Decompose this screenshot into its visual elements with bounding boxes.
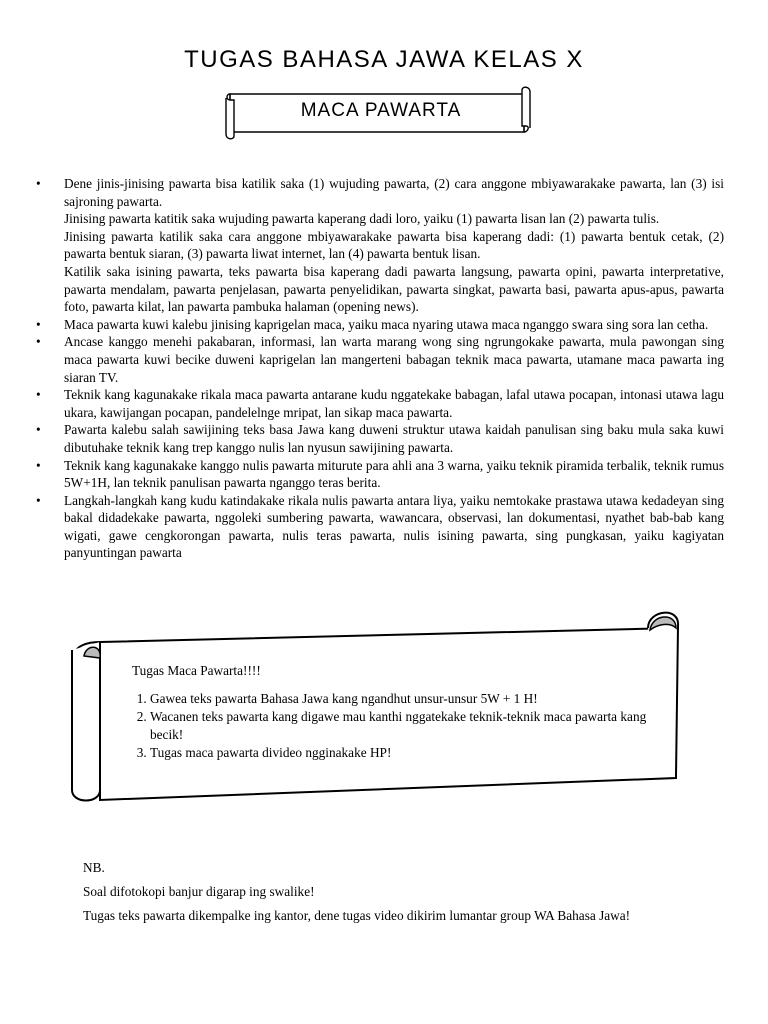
banner-label: MACA PAWARTA <box>300 100 462 121</box>
list-item <box>34 333 724 386</box>
task-box <box>132 662 662 762</box>
task-title: Tugas Maca Pawarta!!!! <box>132 663 261 678</box>
bullet-icon: • <box>36 492 41 508</box>
paragraph: Maca pawarta kuwi kalebu jinising kaprigelan maca, yaiku maca nyaring utawa maca nganggo swara sing sora lan cetha. <box>64 316 709 332</box>
list-item <box>34 316 724 334</box>
bullet-icon: • <box>36 176 41 191</box>
note-label: NB. <box>83 860 105 875</box>
paragraph: Teknik kang kagunakake kanggo nulis pawarta miturute para ahli ana 3 warna, yaiku teknik piramida terbalik, teknik rumus 5W+1H, lan teknik panulisan pawarta nganggo teras berita. <box>64 457 724 491</box>
paragraph: Dene jinis-jinising pawarta bisa katilik saka (1) wujuding pawarta, (2) cara anggone mbiyawarakake pawarta, lan (3) isi sajroning pawarta. <box>64 176 724 209</box>
bullet-icon: • <box>36 334 41 350</box>
list-item <box>34 457 724 492</box>
paragraph: Jinising pawarta katitik saka wujuding pawarta kaperang dadi loro, yaiku (1) pawarta lisan lan (2) pawarta tulis. <box>64 211 660 227</box>
task-item: 3. Tugas maca pawarta divideo ngginakake HP! <box>150 744 662 762</box>
paragraph: Jinising pawarta katilik saka cara anggone mbiyawarakake pawarta bisa kaperang dadi: (1) pawarta bentuk cetak, (2) pawarta bentuk siaran, (3) pawarta liwat internet, lan (4) pawarta bentuk lisan. <box>64 228 724 262</box>
list-item <box>34 175 724 316</box>
paragraph: Langkah-langkah kang kudu katindakake rikala nulis pawarta antara liya, yaiku nemtokake prastawa utawa kedadeyan sing bakal didadekake pawarta, nggoleki sumbering pawarta, wawancara, observasi, lan dokumentasi, nyathet bab-bab kang wigati, gawe cengkorongan pawarta, nulis teras pawarta, nulis isining pawarta, sing pungkasan, yaiku kagiyatan panyuntingan pawarta <box>64 492 724 561</box>
list-item <box>34 421 724 456</box>
task-item: 1. Gawea teks pawarta Bahasa Jawa kang ngandhut unsur-unsur 5W + 1 H! <box>150 690 662 708</box>
list-item <box>34 492 724 562</box>
note-section <box>83 856 723 928</box>
bullet-list <box>34 175 724 562</box>
bullet-icon: • <box>36 457 41 473</box>
bullet-icon: • <box>36 387 41 403</box>
note-line: Tugas teks pawarta dikempalke ing kantor, dene tugas video dikirim lumantar group WA Bahasa Jawa! <box>83 908 631 923</box>
list-item <box>34 386 724 421</box>
bullet-icon: • <box>36 422 41 438</box>
task-list <box>132 690 662 762</box>
paragraph: Ancase kanggo menehi pakabaran, informasi, lan warta marang wong sing ngrungokake pawarta, mula pawongan sing maca pawarta kuwi becike duweni kaprigelan lan mangerteni babagan teknik maca pawarta, utamane maca pawarta ing siaran TV. <box>64 334 724 385</box>
task-item: 2. Wacanen teks pawarta kang digawe mau kanthi nggatekake teknik-teknik maca pawarta kang becik! <box>150 708 662 744</box>
paragraph: Pawarta kalebu salah sawijining teks basa Jawa kang duweni struktur utawa kaidah panulisan sing baku mula saka kuwi dibutuhake teknik kang trep kanggo nulis lan nyusun sawijining pawarta. <box>64 422 724 455</box>
bullet-icon: • <box>36 316 41 332</box>
page-title: TUGAS BAHASA JAWA KELAS X <box>184 46 584 73</box>
note-line: Soal difotokopi banjur digarap ing swalike! <box>83 884 315 899</box>
paragraph: Katilik saka isining pawarta, teks pawarta bisa kaperang dadi pawarta langsung, pawarta opini, pawarta interpretative, pawarta mendalam, pawarta penjelasan, pawarta penyelidikan, pawarta singkat, pawarta basi, pawarta apus-apus, pawarta foto, pawarta kilat, lan pawarta pambuka halaman (opening news). <box>64 263 724 315</box>
paragraph: Teknik kang kagunakake rikala maca pawarta antarane kudu nggatekake babagan, lafal utawa pocapan, intonasi utawa lagu ukara, kawijangan pocapan, pandelelnge mripat, lan sikap maca pawarta. <box>64 387 724 420</box>
